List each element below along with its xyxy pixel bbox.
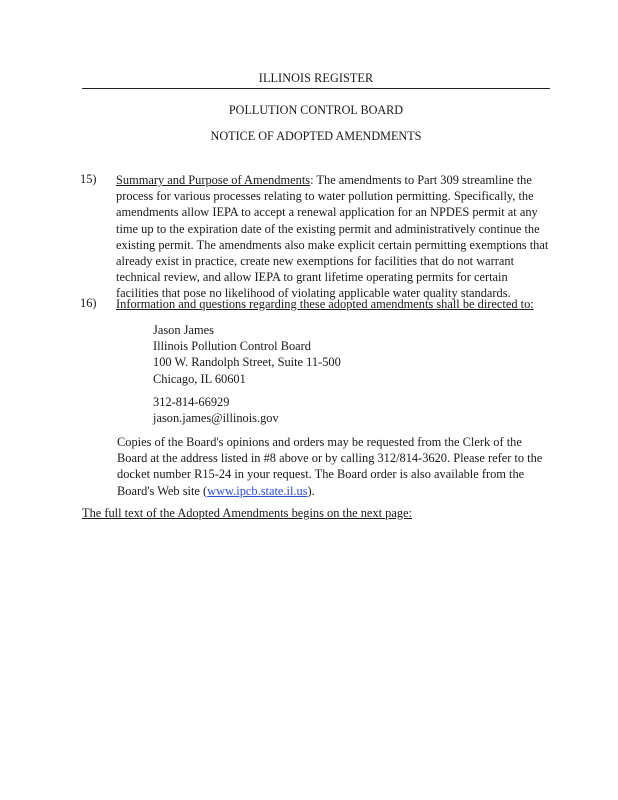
contact-phone: 312-814-66929	[153, 395, 230, 409]
item-16-body	[116, 296, 552, 312]
contact-email: jason.james@illinois.gov	[153, 411, 279, 426]
item-16-number: 16)	[80, 296, 97, 310]
copies-paragraph	[117, 434, 553, 499]
contact-city: Chicago, IL 60601	[153, 371, 246, 386]
item-15-text: The amendments to Part 309 streamline the process for various processes relating to water pollution permitting. Specifically, the amendments allow IEPA to accept a renewal application for an NPDES permit at any time up to the expiration date of the existing permit and administratively continue the existing permit. The amendments also make explicit certain permitting exemptions that already exist in practice, create new exemptions for facilities that do not warrant technical review, and allow IEPA to grant lifetime operating permits for certain facilities that pose no likelihood of violating applicable water quality standards.	[116, 173, 549, 301]
board-website-link[interactable]: www.ipcb.state.il.us	[207, 483, 308, 498]
contact-street: 100 W. Randolph Street, Suite 11-500	[153, 355, 341, 370]
item-15-heading: Summary and Purpose of Amendments	[116, 173, 311, 187]
contact-name: Jason James	[153, 323, 214, 337]
item-16-heading-suffix: :	[530, 297, 534, 311]
full-text-note: The full text of the Adopted Amendments begins on the next page:	[82, 506, 413, 520]
board-name: POLLUTION CONTROL BOARD	[228, 103, 404, 117]
contact-organization: Illinois Pollution Control Board	[153, 339, 311, 354]
item-15-number: 15)	[80, 172, 97, 186]
copies-text: Copies of the Board's opinions and orders may be requested from the Clerk of the Board at the address listed in #8 above or by calling 312/814-3620. Please refer to the docket number R15-24 in your request. The Board order is also available from the Board's Web site (	[117, 435, 543, 498]
contact-address-block	[153, 322, 341, 387]
register-title: ILLINOIS REGISTER	[258, 71, 374, 85]
copies-text-end: ).	[307, 483, 315, 498]
notice-title: NOTICE OF ADOPTED AMENDMENTS	[210, 129, 422, 143]
header-rule	[82, 88, 550, 89]
item-15-heading-suffix: :	[310, 173, 314, 187]
contact-phone-block	[153, 394, 279, 426]
item-15-body	[116, 172, 552, 302]
item-16-heading: Information and questions regarding these adopted amendments shall be directed to	[116, 297, 531, 311]
